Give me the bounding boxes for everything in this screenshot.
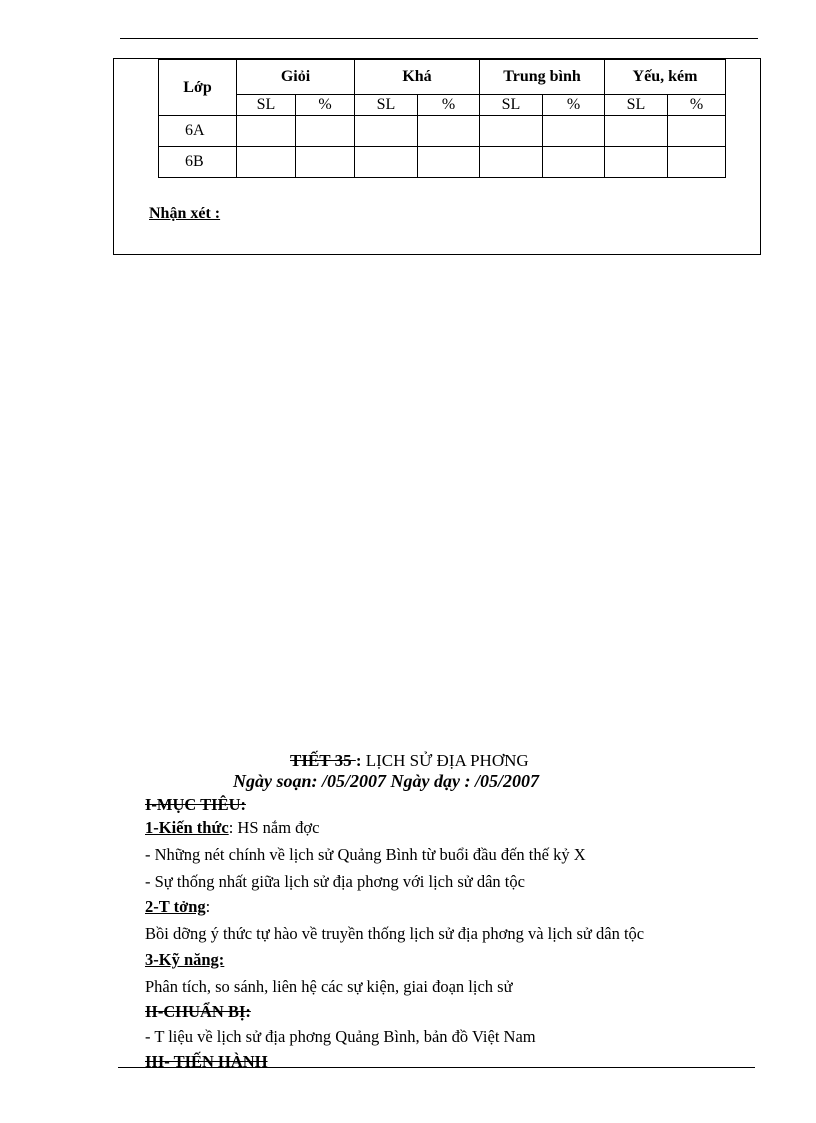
row-class-6b: 6B [159, 147, 237, 178]
top-rule [120, 38, 758, 39]
remark-label: Nhận xét : [149, 205, 221, 222]
body-line: - Những nét chính về lịch sử Quảng Bình từ buổi đầu đến thế kỷ X [145, 845, 586, 864]
header-yeu-kem: Yếu, kém [605, 60, 726, 95]
section-objectives: I-MỤC TIÊU: [145, 795, 246, 814]
grades-table [158, 59, 726, 178]
header-trung-binh: Trung bình [480, 60, 605, 95]
lesson-number: TIẾT 35 [290, 751, 356, 770]
title-colon: : [355, 751, 366, 770]
result-box [113, 58, 761, 255]
body-line: Bồi dỡng ý thức tự hào về truyền thống lịch sử địa phơng và lịch sử dân tộc [145, 924, 645, 943]
header-class: Lớp [159, 60, 237, 116]
header-kha: Khá [355, 60, 480, 95]
sub-pct: % [418, 95, 480, 116]
sub-pct: % [543, 95, 605, 116]
bottom-rule [118, 1067, 755, 1068]
body-line: Phân tích, so sánh, liên hệ các sự kiện, giai đoạn lịch sử [145, 977, 513, 996]
body-line: - T liệu về lịch sử địa phơng Quảng Bình, bản đồ Việt Nam [145, 1027, 536, 1046]
sub-sl: SL [237, 95, 296, 116]
knowledge-line [145, 818, 319, 838]
sub-pct: % [296, 95, 355, 116]
section-procedure: III- TIẾN HÀNH [145, 1052, 268, 1071]
sub-sl: SL [355, 95, 418, 116]
attitude-colon: : [205, 897, 211, 916]
lesson-title [290, 751, 529, 771]
row-class-6a: 6A [159, 116, 237, 147]
attitude-line [145, 897, 210, 917]
knowledge-heading: 1-Kiến thức [145, 818, 229, 837]
header-gioi: Giỏi [237, 60, 355, 95]
sub-pct: % [668, 95, 726, 116]
knowledge-text: : HS nắm đợc [228, 818, 320, 837]
section-preparation: II-CHUẨN BỊ: [145, 1002, 251, 1021]
table-row [159, 116, 726, 147]
lesson-topic: LỊCH SỬ ĐỊA PHƠNG [365, 751, 529, 770]
attitude-heading: 2-T tởng [145, 897, 206, 916]
table-row [159, 147, 726, 178]
body-line: - Sự thống nhất giữa lịch sử địa phơng với lịch sử dân tộc [145, 872, 525, 891]
skills-heading: 3-Kỹ năng: [145, 950, 225, 969]
sub-sl: SL [480, 95, 543, 116]
date-line: Ngày soạn: /05/2007 Ngày dạy : /05/2007 [233, 771, 539, 791]
sub-sl: SL [605, 95, 668, 116]
